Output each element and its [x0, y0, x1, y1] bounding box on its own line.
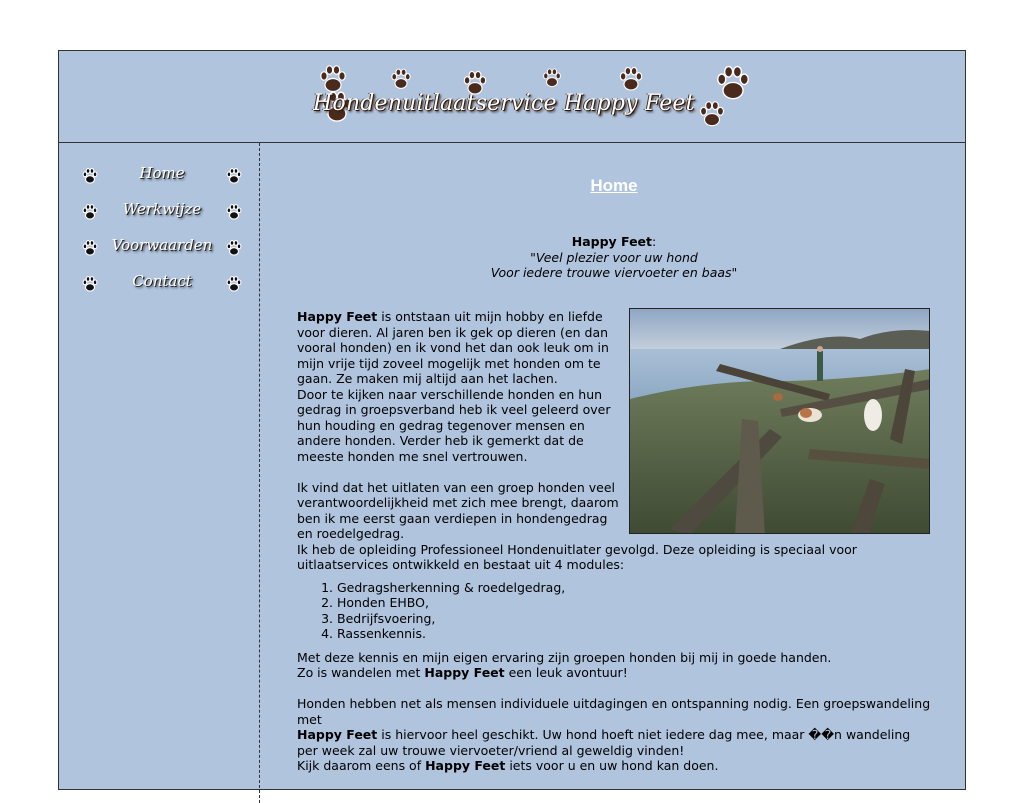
paw-print-icon: [81, 239, 99, 257]
paw-print-icon: [81, 167, 99, 185]
motto-colon: :: [652, 234, 657, 249]
site-header: [59, 51, 965, 143]
nav-label-home[interactable]: Home: [139, 164, 185, 182]
paragraph-knowledge: Met deze kennis en mijn eigen ervaring zijn groepen honden bij mij in goede handen.: [297, 649, 832, 665]
paw-print-icon: [541, 67, 563, 89]
paragraph-training: Ik heb de opleiding Professioneel Hondenuitlater gevolgd. Deze opleiding is speciaal voor uitlaatservices ontwikkeld en bestaat uit 4 modules:: [297, 541, 857, 572]
motto: [297, 234, 931, 281]
paw-print-icon: [617, 65, 645, 93]
paragraph-observation: Door te kijken naar verschillende honden en hun gedrag in groepsverband heb ik veel geleerd over hun houding en gedrag tegenover mensen en andere honden. Verder heb ik gemerkt dat de meeste honden me snel vertrouwen.: [297, 386, 611, 464]
nav-item-werkwijze[interactable]: [81, 199, 243, 223]
module-item: 2. Honden EHBO,: [337, 595, 931, 611]
paw-print-icon: [81, 275, 99, 293]
modules-list: [297, 580, 931, 642]
motto-heading: [297, 234, 931, 250]
paw-print-icon: [225, 167, 243, 185]
paw-print-icon: [225, 203, 243, 221]
nav-label-werkwijze[interactable]: Werkwijze: [122, 200, 202, 218]
paragraph-origin: [297, 309, 627, 387]
nav-label-voorwaarden[interactable]: Voorwaarden: [111, 236, 213, 254]
module-item: 4. Rassenkennis.: [337, 626, 931, 642]
text-span: is hiervoor heel geschikt. Uw hond hoeft niet iedere dag mee, maar ��n wandeling per week zal uw trouwe viervoeter/vriend al geweldig vinden!: [297, 727, 911, 758]
nav-item-home[interactable]: [81, 163, 243, 187]
text-span: Zo is wandelen met: [297, 665, 425, 680]
paw-print-icon: [225, 275, 243, 293]
paragraph-adventure: [297, 665, 931, 681]
brand-name: Happy Feet: [424, 665, 505, 680]
nav-item-voorwaarden[interactable]: [81, 235, 243, 259]
paw-print-icon: [389, 67, 413, 91]
module-item: 1. Gedragsherkenning & roedelgedrag,: [337, 580, 931, 596]
motto-line-2: Voor iedere trouwe viervoeter en baas": [490, 265, 738, 280]
nav-label-contact[interactable]: Contact: [132, 272, 192, 290]
page-title: Home: [590, 176, 638, 195]
page-frame: [58, 50, 966, 790]
text-span: een leuk avontuur!: [504, 665, 628, 680]
brand-name: Happy Feet: [297, 727, 378, 742]
paw-print-icon: [713, 63, 753, 103]
motto-brand: Happy Feet: [571, 234, 653, 249]
paw-print-icon: [697, 99, 727, 129]
text-span: iets voor u en uw hond kan doen.: [505, 758, 719, 773]
sidebar-nav: [59, 143, 260, 803]
text-span: Honden hebben net als mensen individuele uitdagingen en ontspanning nodig. Een groepswandeling met: [297, 696, 931, 727]
paragraph-invitation: [297, 758, 931, 774]
paw-print-icon: [225, 239, 243, 257]
paragraph-responsibility: Ik vind dat het uitlaten van een groep honden veel verantwoordelijkheid met zich mee brengt, daarom ben ik me eerst gaan verdiepen in hondengedrag en roedelgedrag.: [297, 479, 619, 541]
module-item: 3. Bedrijfsvoering,: [337, 611, 931, 627]
motto-line-1: "Veel plezier voor uw hond: [530, 249, 698, 265]
text-span: Kijk daarom eens of: [297, 758, 426, 773]
paw-print-icon: [81, 203, 99, 221]
nav-item-contact[interactable]: [81, 271, 243, 295]
brand-name: Happy Feet: [297, 309, 378, 324]
brand-name: Happy Feet: [425, 758, 506, 773]
intro-text: [297, 309, 931, 774]
paragraph-needs: [297, 696, 931, 758]
site-logo-text: Hondenuitlaatservice Happy Feet: [313, 91, 695, 116]
paragraph-origin-text: is ontstaan uit mijn hobby en liefde voor dieren. Al jaren ben ik gek op dieren (en dan vooral honden) en ik vond het dan ook leuk om in mijn vrije tijd zoveel mogelijk met honden om te gaan. Ze maken mij altijd aan het lachen.: [297, 309, 609, 386]
